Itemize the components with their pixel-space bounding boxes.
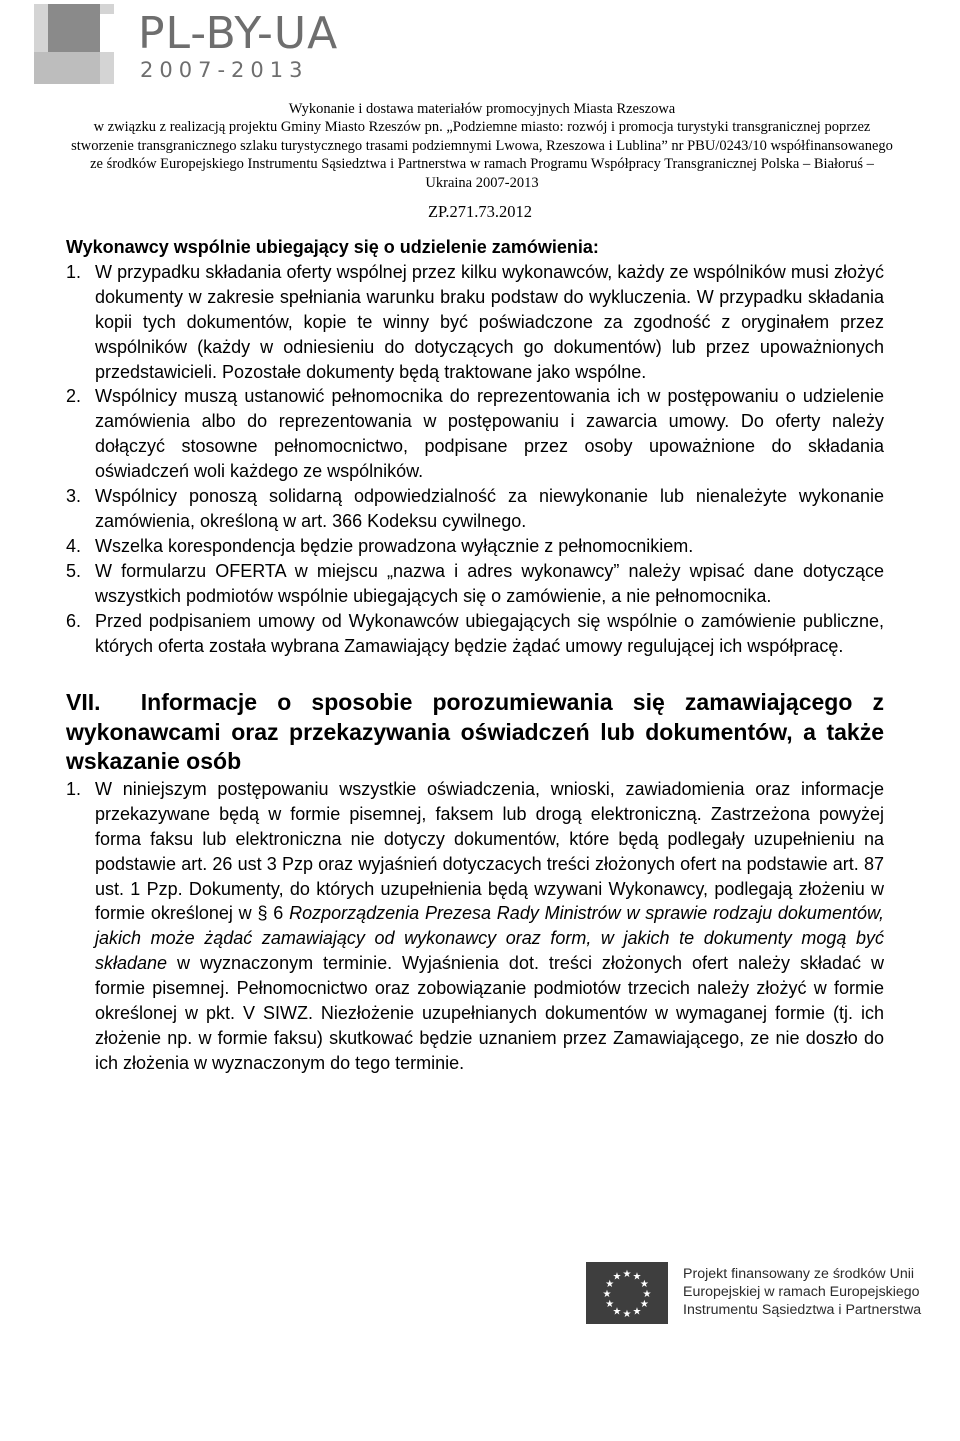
list-item — [66, 534, 884, 559]
project-header — [40, 100, 924, 192]
logo-text: PL-BY-UA — [138, 8, 339, 59]
item-text: Wspólnicy ponoszą solidarną odpowiedzialność za niewykonanie lub nienależyte wykonanie zamówienia, określoną w art. 366 Kodeksu cywilnego. — [95, 486, 884, 531]
header-line: w związku z realizacją projektu Gminy Miasto Rzeszów pn. „Podziemne miasto: rozwój i promocja turystyki transgranicznej poprzez — [93, 119, 871, 136]
logo-square-gap — [100, 14, 114, 52]
eu-funding-text — [683, 1266, 921, 1319]
logo-square-dark — [48, 4, 100, 52]
item-number: 5. — [66, 560, 82, 581]
header-line: ze środków Europejskiego Instrumentu Sąsiedztwa i Partnerstwa w ramach Programu Współpracy Transgranicznej Polska – Białoruś – — [90, 156, 874, 173]
eu-line: Instrumentu Sąsiedztwa i Partnerstwa — [683, 1301, 922, 1318]
document-body — [66, 235, 884, 1076]
eu-line: Projekt finansowany ze środków Unii — [683, 1266, 915, 1282]
eu-star-icon: ★ — [622, 1269, 632, 1280]
eu-star-icon: ★ — [605, 1279, 615, 1290]
logo-square-mid — [34, 52, 100, 84]
joint-bidders-heading: Wykonawcy wspólnie ubiegający się o udzielenie zamówienia: — [66, 237, 599, 257]
list-item — [66, 777, 884, 1076]
program-logo — [34, 4, 339, 86]
item-number: 4. — [66, 535, 82, 556]
eu-funding-badge — [586, 1262, 922, 1324]
eu-star-icon: ★ — [639, 1299, 649, 1310]
header-line: Ukraina 2007-2013 — [425, 174, 539, 191]
eu-flag-icon — [586, 1262, 668, 1324]
section-number: VII. — [66, 689, 101, 716]
reference-number: ZP.271.73.2012 — [427, 202, 533, 221]
item-text: Wspólnicy muszą ustanowić pełnomocnika do reprezentowania ich w postępowaniu o udzielenie zamówienia albo do reprezentowania w postępowaniu i zawarcia umowy. Do oferty należy dołączyć stosowne pełnomocnictwo, podpisane przez osoby upoważnione do składania oświadczeń woli każdego ze wspólników. — [95, 386, 884, 482]
list-item — [66, 559, 884, 609]
eu-star-icon: ★ — [602, 1289, 612, 1300]
eu-star-icon: ★ — [612, 1271, 622, 1283]
item-text: W formularzu OFERTA w miejscu „nazwa i adres wykonawcy” należy wpisać dane dotyczące wszystkich podmiotów wspólnie ubiegających się o zamówienie, a nie pełnomocnika. — [95, 560, 884, 606]
item-text: Wszelka korespondencja będzie prowadzona wyłącznie z pełnomocnikiem. — [95, 535, 694, 556]
list-item — [66, 260, 884, 385]
item-number: 6. — [66, 610, 82, 631]
eu-star-icon: ★ — [642, 1289, 652, 1300]
item-number: 2. — [66, 386, 82, 407]
item-text: W przypadku składania oferty wspólnej przez kilku wykonawców, każdy ze wspólników musi złożyć dokumenty w zakresie spełniania warunku braku podstaw do wykluczenia. W przypadku składania kopii tych dokumentów, kopie te winny być poświadczone za zgodność z oryginałem przez wspólników (każdy w odniesieniu do dotyczących go dokumentów) lub przez upoważnionych przedstawicieli. Pozostałe dokumenty będą traktowane jako wspólne. — [95, 261, 884, 382]
section-heading — [66, 688, 884, 777]
item-text: W niniejszym postępowaniu wszystkie oświadczenia, wnioski, zawiadomienia oraz informacje przekazywane będą w formie pisemnej, faksem lub drogą elektroniczną. Zastrzeżona powyżej forma faksu lub elektroniczna nie dotyczy dokumentów, które będą podlegały uzupełnieniu na podstawie art. 26 ust 3 Pzp oraz wyjaśnień dotyczacych treści złożonych ofert na podstawie art. 87 ust. 1 Pzp. Dokumenty, do których uzupełnienia będą wzywani Wykonawcy, podlegają złożeniu w formie określonej w § 6 — [95, 778, 884, 924]
eu-star-icon: ★ — [622, 1309, 632, 1320]
logo-years: 2007-2013 — [140, 58, 309, 82]
item-number: 3. — [66, 486, 82, 507]
list-item — [66, 609, 884, 659]
item-number: 1. — [66, 261, 82, 282]
list-item — [66, 484, 884, 534]
eu-star-icon: ★ — [632, 1271, 642, 1283]
eu-star-icon: ★ — [612, 1306, 622, 1318]
header-line: Wykonanie i dostawa materiałów promocyjnych Miasta Rzeszowa — [288, 101, 676, 117]
list-item — [66, 384, 884, 484]
item-text: Przed podpisaniem umowy od Wykonawców ubiegających się wspólnie o zamówienie publiczne, których oferta została wybrana Zamawiający będzie żądać umowy regulującej ich współpracę. — [95, 610, 884, 656]
section-title: Informacje o sposobie porozumiewania się zamawiającego z wykonawcami oraz przekazywania oświadczeń lub dokumentów, a także wskazanie osób — [66, 689, 884, 775]
regulation-title: Rozporządzenia Prezesa Rady Ministrów w sprawie rodzaju dokumentów, jakich może żądać zamawiający od wykonawcy oraz form, w jakich te dokumenty mogą być składane — [95, 903, 884, 974]
eu-star-icon: ★ — [632, 1306, 642, 1318]
header-line: stworzenie transgranicznego szlaku turystycznego trasami podziemnymi Lwowa, Rzeszowa i Lublina” nr PBU/0243/10 współfinansowanego — [71, 137, 893, 154]
eu-star-icon: ★ — [639, 1279, 649, 1290]
item-text-continued: w wyznaczonym terminie. Wyjaśnienia dot. treści złożonych ofert należy składać w formie pisemnej. Pełnomocnictwo oraz zobowiązanie podmiotów trzecich należy złożyć w formie określonej w pkt. V SIWZ. Niezłożenie uzupełnianych dokumentów w wymaganej formie (tj. ich złożenie np. w formie faksu) skutkować będzie uznaniem przez Zamawiającego, ze nie doszło do ich złożenia w wyznaczonym do tego terminie. — [95, 953, 884, 1073]
eu-star-icon: ★ — [605, 1299, 615, 1310]
eu-line: Europejskiej w ramach Europejskiego — [683, 1283, 920, 1300]
item-number: 1. — [66, 778, 82, 799]
